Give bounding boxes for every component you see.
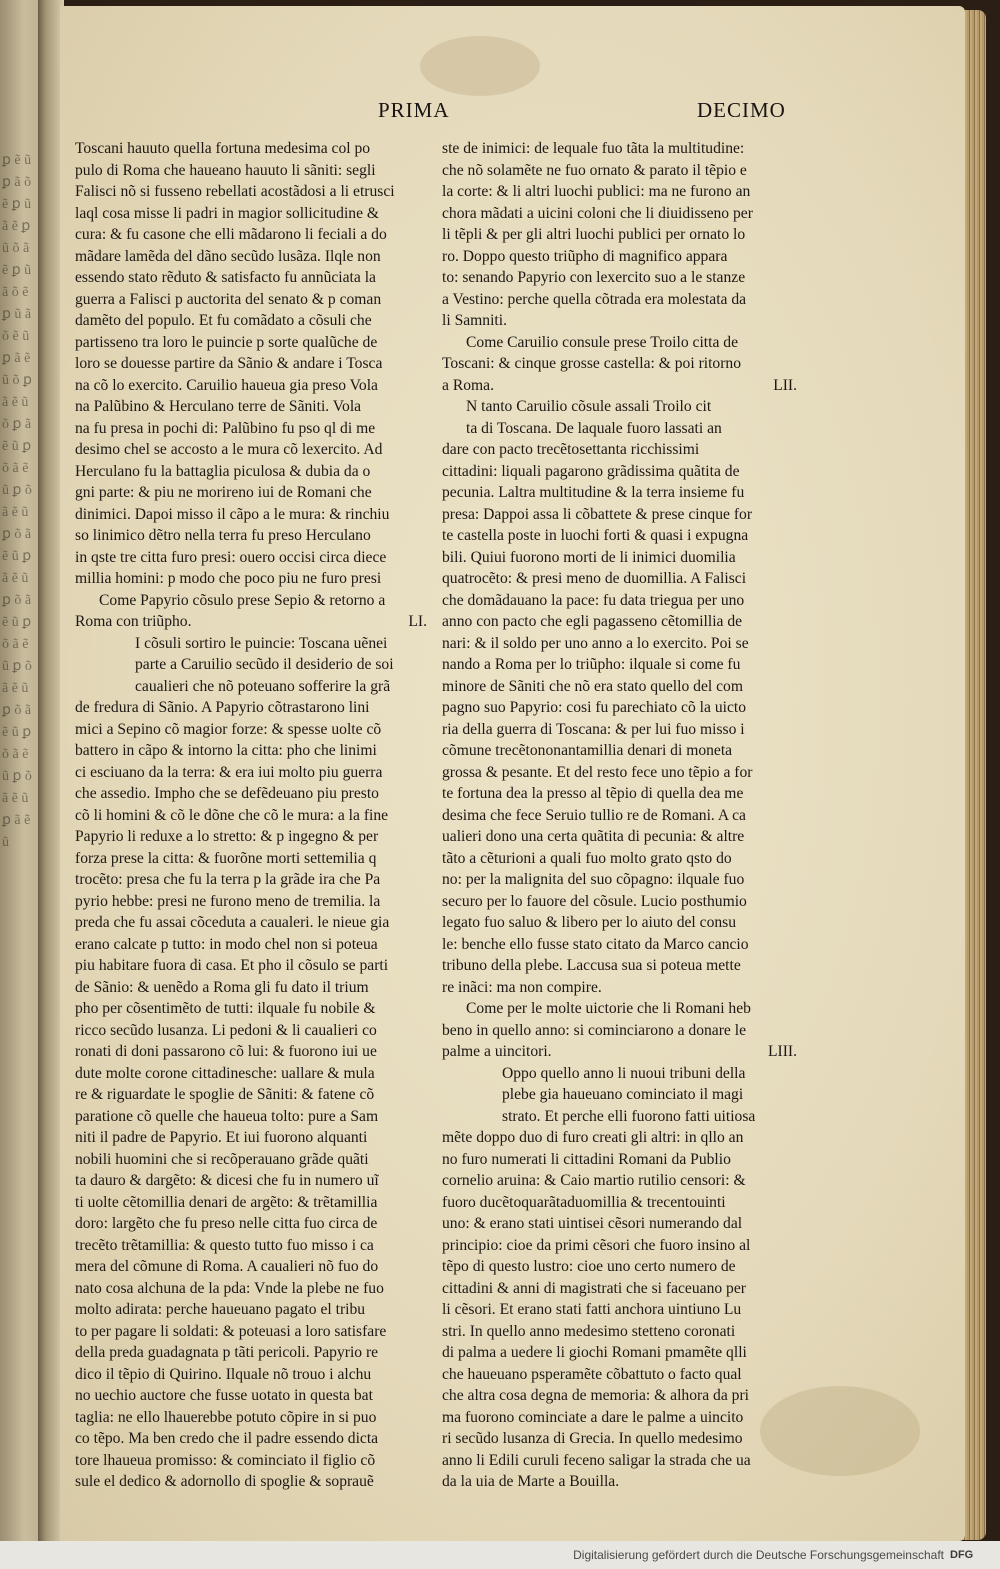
text-line: che haueuano psperamẽte cõbattuto o facto qual — [442, 1365, 742, 1383]
digitization-footer — [0, 1541, 1000, 1569]
text-line: tore lhaueua promisso: & cominciato il figlio cõ — [75, 1451, 376, 1469]
text-line: pulo di Roma che haueano hauuto li sãniti: segli — [75, 161, 376, 179]
text-line: cittadini & anni di magistrati che si faceuano per — [442, 1279, 746, 1297]
paper-stain — [420, 36, 540, 96]
text-line: presa: Dappoi assa li cõbattete & prese cinque for — [442, 505, 753, 523]
text-line: uno: & erano stati uintisei cẽsori numerando dal — [442, 1215, 743, 1232]
text-line: grossa & pesante. Et del resto fece uno tẽpio a for — [442, 763, 753, 781]
text-line: Come Papyrio cõsulo prese Sepio & retorno a — [99, 591, 386, 609]
text-line: Come per le molte uictorie che li Romani heb — [466, 1000, 751, 1017]
running-head-left: PRIMA — [378, 98, 450, 122]
text-line: anno con pacto che egli pagasseno cẽtomillia de — [442, 613, 743, 630]
text-line: quatrocẽto: & presi meno de duomillia. A Falisci — [442, 570, 747, 587]
left-page-bleed-text: ꝑ ẽ ũ ꝑ ã õ ẽ ꝑ ũ ã ẽ ꝑ ũ õ ã ẽ ꝑ ũ ã õ ẽ ꝑ ũ ã õ ẽ ũ ꝑ ã ẽ ũ õ ꝑ ã ẽ ũ õ ꝑ ã ẽ ũ ꝑ õ ã ẽ ũ ꝑ õ ã ẽ ũ ꝑ õ ã ẽ ũ ꝑ ã ẽ ũ ꝑ õ ã ẽ ũ ꝑ õ ã ẽ ũ ꝑ õ ã ẽ ũ ꝑ õ ã ẽ ũ ꝑ õ ã ẽ ũ ꝑ õ ã ẽ ũ ꝑ ã ẽ ũ — [2, 153, 32, 850]
dfg-logo: DFG — [950, 1549, 974, 1561]
text-line: damẽto del populo. Et fu comãdato a cõsuli che — [75, 312, 372, 329]
text-line: strato. Et perche elli fuorono fatti uitiosa — [502, 1107, 756, 1125]
text-line: to: senando Papyrio con lexercito suo a le stanze — [442, 269, 746, 286]
text-line: pho per cõsentimẽto de tutti: ilquale fu nobile & — [75, 1000, 376, 1017]
text-line: cura: & fu casone che elli mãdarono li feciali a do — [75, 226, 387, 243]
text-line: ta dauro & dargẽto: & dicesi che fu in numero uĩ — [75, 1172, 379, 1189]
funding-credit: Digitalisierung gefördert durch die Deutsche Forschungsgemeinschaft — [573, 1548, 944, 1562]
text-line: cõmune trecẽtononantamillia denari di moneta — [442, 742, 733, 759]
text-line: na cõ lo exercito. Caruilio haueua gia preso Vola — [75, 376, 378, 394]
text-line: millia homini: p modo che poco piu ne furo presi — [75, 570, 382, 587]
text-line: I cõsuli sortiro le puincie: Toscana uẽnei — [135, 634, 388, 652]
text-line: tribuno della plebe. Laccusa sua si poteua mette — [442, 957, 741, 974]
text-line: trocẽto: presa che fu la terra p la grãde ira che Pa — [75, 871, 381, 888]
text-line: ricco secũdo lusanza. Li pedoni & li caualieri co — [75, 1021, 377, 1039]
text-column-right — [442, 138, 797, 1493]
text-line: sule el dedico & adornollo di spoglie & soprauẽ — [75, 1473, 374, 1490]
text-line: de Sãnio: & uenẽdo a Roma gli fu dato il trium — [75, 978, 369, 996]
text-line: pagno suo Papyrio: cosi fu parechiato cõ la uicto — [442, 699, 746, 716]
chapter-heading-text: palme a uincitori. — [442, 1043, 552, 1060]
text-line: niti il padre de Papyrio. Et iui fuorono alquanti — [75, 1129, 368, 1146]
text-line: stri. In quello anno medesimo stetteno coronati — [442, 1322, 736, 1340]
text-line: ste de inimici: de lequale fuo tãta la multitudine: — [442, 140, 745, 157]
text-line: ta di Toscana. De laquale fuoro lassati an — [466, 419, 722, 437]
text-line: mẽte doppo duo di furo creati gli altri: in qllo an — [442, 1129, 744, 1146]
text-line: da la uia de Marte a Bouilla. — [442, 1473, 620, 1490]
text-line — [442, 1041, 797, 1063]
text-line: molto adirata: perche haueuano pagato el tribu — [75, 1301, 366, 1318]
text-line: doro: largẽto che fu preso nelle citta fuo circa de — [75, 1215, 378, 1232]
text-column-left — [75, 138, 427, 1493]
text-line: ma fuorono cominciate a dare le palme a uincito — [442, 1408, 744, 1426]
text-line: gni parte: & piu ne morireno iui de Romani che — [75, 484, 372, 501]
text-line: li cẽsori. Et erano stati fatti anchora uintiuno Lu — [442, 1301, 742, 1318]
text-line: forza prese la citta: & fuorõne morti settemilia q — [75, 849, 377, 867]
text-line: li Samniti. — [442, 312, 507, 329]
text-line: ri secũdo lusanza di Grecia. In quello medesimo — [442, 1430, 743, 1447]
text-line: ria della guerra di Toscana: & per lui fuo misso i — [442, 720, 745, 738]
chapter-heading-text: a Roma. — [442, 376, 494, 394]
text-line: so linimico dẽtro nella terra fu preso Herculano — [75, 527, 371, 544]
text-line — [75, 611, 427, 633]
text-line: Come Caruilio consule prese Troilo citta de — [466, 333, 738, 351]
text-line: che domãdauano la pace: fu data triegua per uno — [442, 591, 745, 609]
chapter-heading-text: Roma con triũpho. — [75, 613, 192, 630]
text-line: te fortuna dea la presso al tẽpio di quella dea me — [442, 785, 744, 802]
text-line: anno li Edili curuli feceno saligar la strada che ua — [442, 1451, 751, 1469]
text-line: ronati di doni passarono cõ lui: & fuorono iui ue — [75, 1043, 377, 1060]
text-line: partisseno tra loro le puincie p sorte qualũche de — [75, 333, 378, 351]
text-line: dico il tẽpio di Quirino. Ilquale nõ trouo i alchu — [75, 1365, 372, 1383]
text-line: de fredura di Sãnio. A Papyrio cõtrastarono lini — [75, 699, 370, 716]
text-line: dute molte corone cittadinesche: uallare & mula — [75, 1064, 375, 1082]
text-line: chora mãdati a uicini coloni che li diuidisseno per — [442, 204, 753, 222]
text-line: paratione cõ quelle che haueua tolto: pure a Sam — [75, 1107, 379, 1125]
text-line: tãto a cẽturioni a quali fuo molto grato qsto do — [442, 849, 732, 867]
text-line: le: benche ello fusse stato citato da Marco cancio — [442, 935, 749, 953]
text-line: ro. Doppo questo triũpho di magnifico appara — [442, 247, 728, 265]
text-line: parte a Caruilio secũdo il desiderio de soi — [135, 656, 394, 673]
text-line: pecunia. Laltra multitudine & la terra insieme fu — [442, 484, 745, 501]
text-line — [442, 375, 797, 397]
text-line: minore de Sãniti che nõ era stato quello del com — [442, 677, 743, 695]
text-line: essendo stato rẽduto & satisfacto fu annũciata la — [75, 269, 376, 286]
text-line: caualieri che nõ poteuano sofferire la grã — [135, 677, 391, 695]
text-line: no: per la malignita del suo cõpagno: ilquale fuo — [442, 871, 745, 888]
text-line: che altra cosa degna de memoria: & alhora da pri — [442, 1387, 749, 1404]
text-line: Herculano fu la battaglia piculosa & dubia da o — [75, 462, 371, 480]
text-line: na fu presa in pochi di: Palũbino fu pso ql di me — [75, 419, 376, 437]
text-line: cõ li homini & cõ le dõne che cõ le mura: a la fine — [75, 806, 389, 824]
text-line: dinimici. Dapoi misso il cãpo a le mura: & rinchiu — [75, 505, 390, 523]
text-line: guerra a Falisci p auctorita del senato & p coman — [75, 290, 382, 308]
text-line: Falisci nõ si fusseno rebellati acostãdosi a li etrusci — [75, 183, 395, 200]
text-line: battero in cãpo & intorno la citta: pho che linimi — [75, 742, 377, 759]
text-line: beno in quello anno: si cominciarono a donare le — [442, 1021, 746, 1039]
text-line: principio: cioe da primi cẽsori che fuoro insino al — [442, 1236, 751, 1254]
text-line: na Palũbino & Herculano terre de Sãniti. Vola — [75, 398, 362, 415]
text-line: legato fuo saluo & libero per lo aiuto del consu — [442, 914, 737, 931]
running-head-right: DECIMO — [697, 98, 786, 122]
text-line: a Vestino: perche quella cõtrada era molestata da — [442, 290, 747, 308]
text-line: desimo chel se accosto a le mura cõ lexercito. Ad — [75, 441, 383, 458]
text-line: plebe gia haueuano cominciato il magi — [502, 1086, 744, 1103]
text-line: cittadini: liquali pagarono grãdissima quãtita de — [442, 462, 740, 480]
text-line: ci esciuano da la terra: & era iui molto piu guerra — [75, 763, 383, 781]
text-line: fuoro ducẽtoquarãtaduomillia & trecentouinti — [442, 1193, 726, 1211]
text-line: Oppo quello anno li nuoui tribuni della — [502, 1064, 746, 1082]
text-line: mera del cõmune di Roma. A caualieri nõ fuo do — [75, 1258, 379, 1275]
text-line: N tanto Caruilio cõsule assali Troilo cit — [466, 398, 712, 415]
text-line: re inãci: ma non compire. — [442, 978, 602, 996]
chapter-number: LII. — [773, 376, 797, 394]
text-line: te castella poste in luochi forti & quasi i expugna — [442, 527, 749, 544]
text-line: cornelio aruina: & Caio martio rutilio censori: & — [442, 1172, 746, 1189]
text-line: piu habitare fuora di casa. Et pho il cõsulo se parti — [75, 957, 389, 974]
text-line: nando a Roma per lo triũpho: ilquale si come fu — [442, 656, 741, 673]
chapter-number: LIII. — [767, 1043, 797, 1060]
text-line: ualieri dono una certa quãtita di pecunia: & altre — [442, 828, 745, 845]
text-line: di palma a uedere li giochi Romani pmamẽte qlli — [442, 1344, 747, 1361]
text-line: taglia: ne ello lhauerebbe potuto cõpire in si puo — [75, 1408, 377, 1426]
text-line: no uechio auctore che fusse uotato in questa bat — [75, 1387, 373, 1404]
text-line: to per pagare li soldati: & poteuasi a loro satisfare — [75, 1322, 387, 1340]
text-line: preda che fu assai cõceduta a caualeri. le nieue gia — [75, 914, 390, 931]
text-line: dare con pacto trecẽtosettanta ricchissimi — [442, 441, 700, 458]
text-line: Toscani: & cinque grosse castella: & poi ritorno — [442, 355, 742, 372]
text-line: ti uolte cẽtomillia denari de argẽto: & trẽtamillia — [75, 1193, 378, 1211]
text-line: re & riguardate le spoglie de Sãniti: & fatene cõ — [75, 1086, 375, 1103]
text-line: nobili huomini che si recõperauano grãde quãti — [75, 1150, 369, 1168]
text-line: co tẽpo. Ma ben credo che il padre essendo dicta — [75, 1430, 379, 1447]
text-line: che assedio. Impho che se defẽdeuano piu presto — [75, 785, 379, 802]
text-line: pyrio hebbe: presi ne furono meno de tremilia. la — [75, 892, 381, 910]
text-line: mici a Sepino cõ magior forze: & spesse uolte cõ — [75, 720, 382, 738]
text-line: della preda guadagnata p tãti pericoli. Papyrio re — [75, 1344, 379, 1361]
text-line: securo per lo fauore del cõsule. Lucio posthumio — [442, 892, 747, 910]
text-line: trecẽto trẽtamillia: & questo tutto fuo misso i ca — [75, 1236, 374, 1254]
text-line: in qste tre citta furo presi: ouero occisi circa diece — [75, 548, 387, 566]
text-line: nato cosa alchuna de la pda: Vnde la plebe ne fuo — [75, 1279, 384, 1297]
chapter-number: LI. — [408, 613, 427, 630]
text-line: desima che fece Seruio tullio re de Romani. A ca — [442, 806, 746, 824]
text-line: erano calcate p tutto: in modo chel non si poteua — [75, 935, 378, 953]
text-line: la corte: & li altri luochi publici: ma ne furono an — [442, 183, 751, 200]
text-line: mãdare lamẽda del dãno secũdo lusãza. Ilqle non — [75, 247, 381, 265]
text-line: che nõ solamẽte ne fuo ornato & parato il tẽpio e — [442, 161, 747, 179]
page-fore-edge — [962, 10, 986, 1540]
text-line: li tẽpli & per gli altri luochi publici per ornato lo — [442, 226, 746, 243]
left-facing-page — [0, 0, 40, 1569]
book-page — [60, 6, 965, 1541]
text-line: loro se douesse partire da Sãnio & andare i Tosca — [75, 355, 383, 372]
text-line: laql cosa misse li padri in magior sollicitudine & — [75, 204, 380, 222]
text-line: Toscani hauuto quella fortuna medesima col po — [75, 140, 371, 157]
text-line: Papyrio li reduxe a lo stretto: & p ingegno & per — [75, 828, 379, 845]
text-line: no furo numerati li cittadini Romani da Publio — [442, 1150, 731, 1168]
text-line: bili. Quiui fuorono morti de li inimici duomilia — [442, 548, 736, 566]
text-line: tẽpo di questo lustro: cioe uno certo numero de — [442, 1258, 736, 1275]
text-line: nari: & il soldo per uno anno a lo exercito. Poi se — [442, 634, 749, 652]
